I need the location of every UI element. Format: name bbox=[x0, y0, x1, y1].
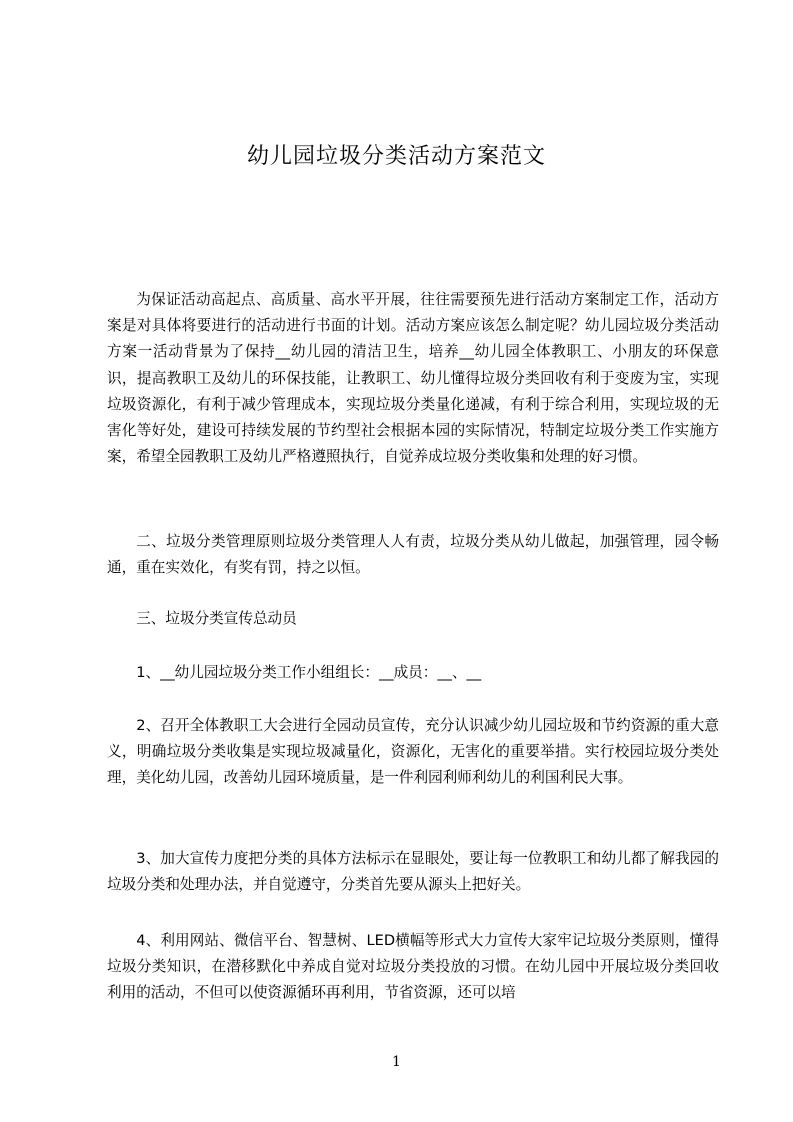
paragraph-item-2: 2、召开全体教职工大会进行全园动员宣传，充分认识减少幼儿园垃圾和节约资源的重大意义，明确垃圾分类收集是实现垃圾减量化，资源化，无害化的重要举措。实行校园垃圾分类处理，美化幼儿园，改善幼儿园环境质量，是一件利园利师利幼儿的利国利民大事。 bbox=[107, 717, 719, 787]
paragraph-intro: 为保证活动高起点、高质量、高水平开展，往往需要预先进行活动方案制定工作，活动方案是对具体将要进行的活动进行书面的计划。活动方案应该怎么制定呢？幼儿园垃圾分类活动方案一活动背景为了保持__幼儿园的清洁卫生，培养__幼儿园全体教职工、小朋友的环保意识，提高教职工及幼儿的环保技能，让教职工、幼儿懂得垃圾分类回收有利于变废为宝，实现垃圾资源化，有利于减少管理成本，实现垃圾分类量化递减，有利于综合利用，实现垃圾的无害化等好处，建设可持续发展的节约型社会根据本园的实际情况，特制定垃圾分类工作实施方案，希望全园教职工及幼儿严格遵照执行，自觉养成垃圾分类收集和处理的好习惯。 bbox=[107, 291, 719, 466]
paragraph-item-4: 4、利用网站、微信平台、智慧树、LED横幅等形式大力宣传大家牢记垃圾分类原则，懂得垃圾分类知识，在潜移默化中养成自觉对垃圾分类投放的习惯。在幼儿园中开展垃圾分类回收利用的活动，不但可以使资源循环再利用，节省资源，还可以培 bbox=[107, 932, 719, 1002]
page-number: 1 bbox=[392, 1054, 401, 1070]
paragraph-item-1: 1、__幼儿园垃圾分类工作小组组长：__成员：__、__ bbox=[136, 664, 482, 681]
document-title: 幼儿园垃圾分类活动方案范文 bbox=[246, 144, 546, 169]
paragraph-principles: 二、垃圾分类管理原则垃圾分类管理人人有责，垃圾分类从幼儿做起，加强管理，园令畅通，重在实效化，有奖有罚，持之以恒。 bbox=[107, 533, 719, 577]
paragraph-item-3: 3、加大宣传力度把分类的具体方法标示在显眼处，要让每一位教职工和幼儿都了解我园的垃圾分类和处理办法，并自觉遵守，分类首先要从源头上把好关。 bbox=[107, 850, 719, 894]
paragraph-section-three-heading: 三、垃圾分类宣传总动员 bbox=[136, 610, 297, 627]
